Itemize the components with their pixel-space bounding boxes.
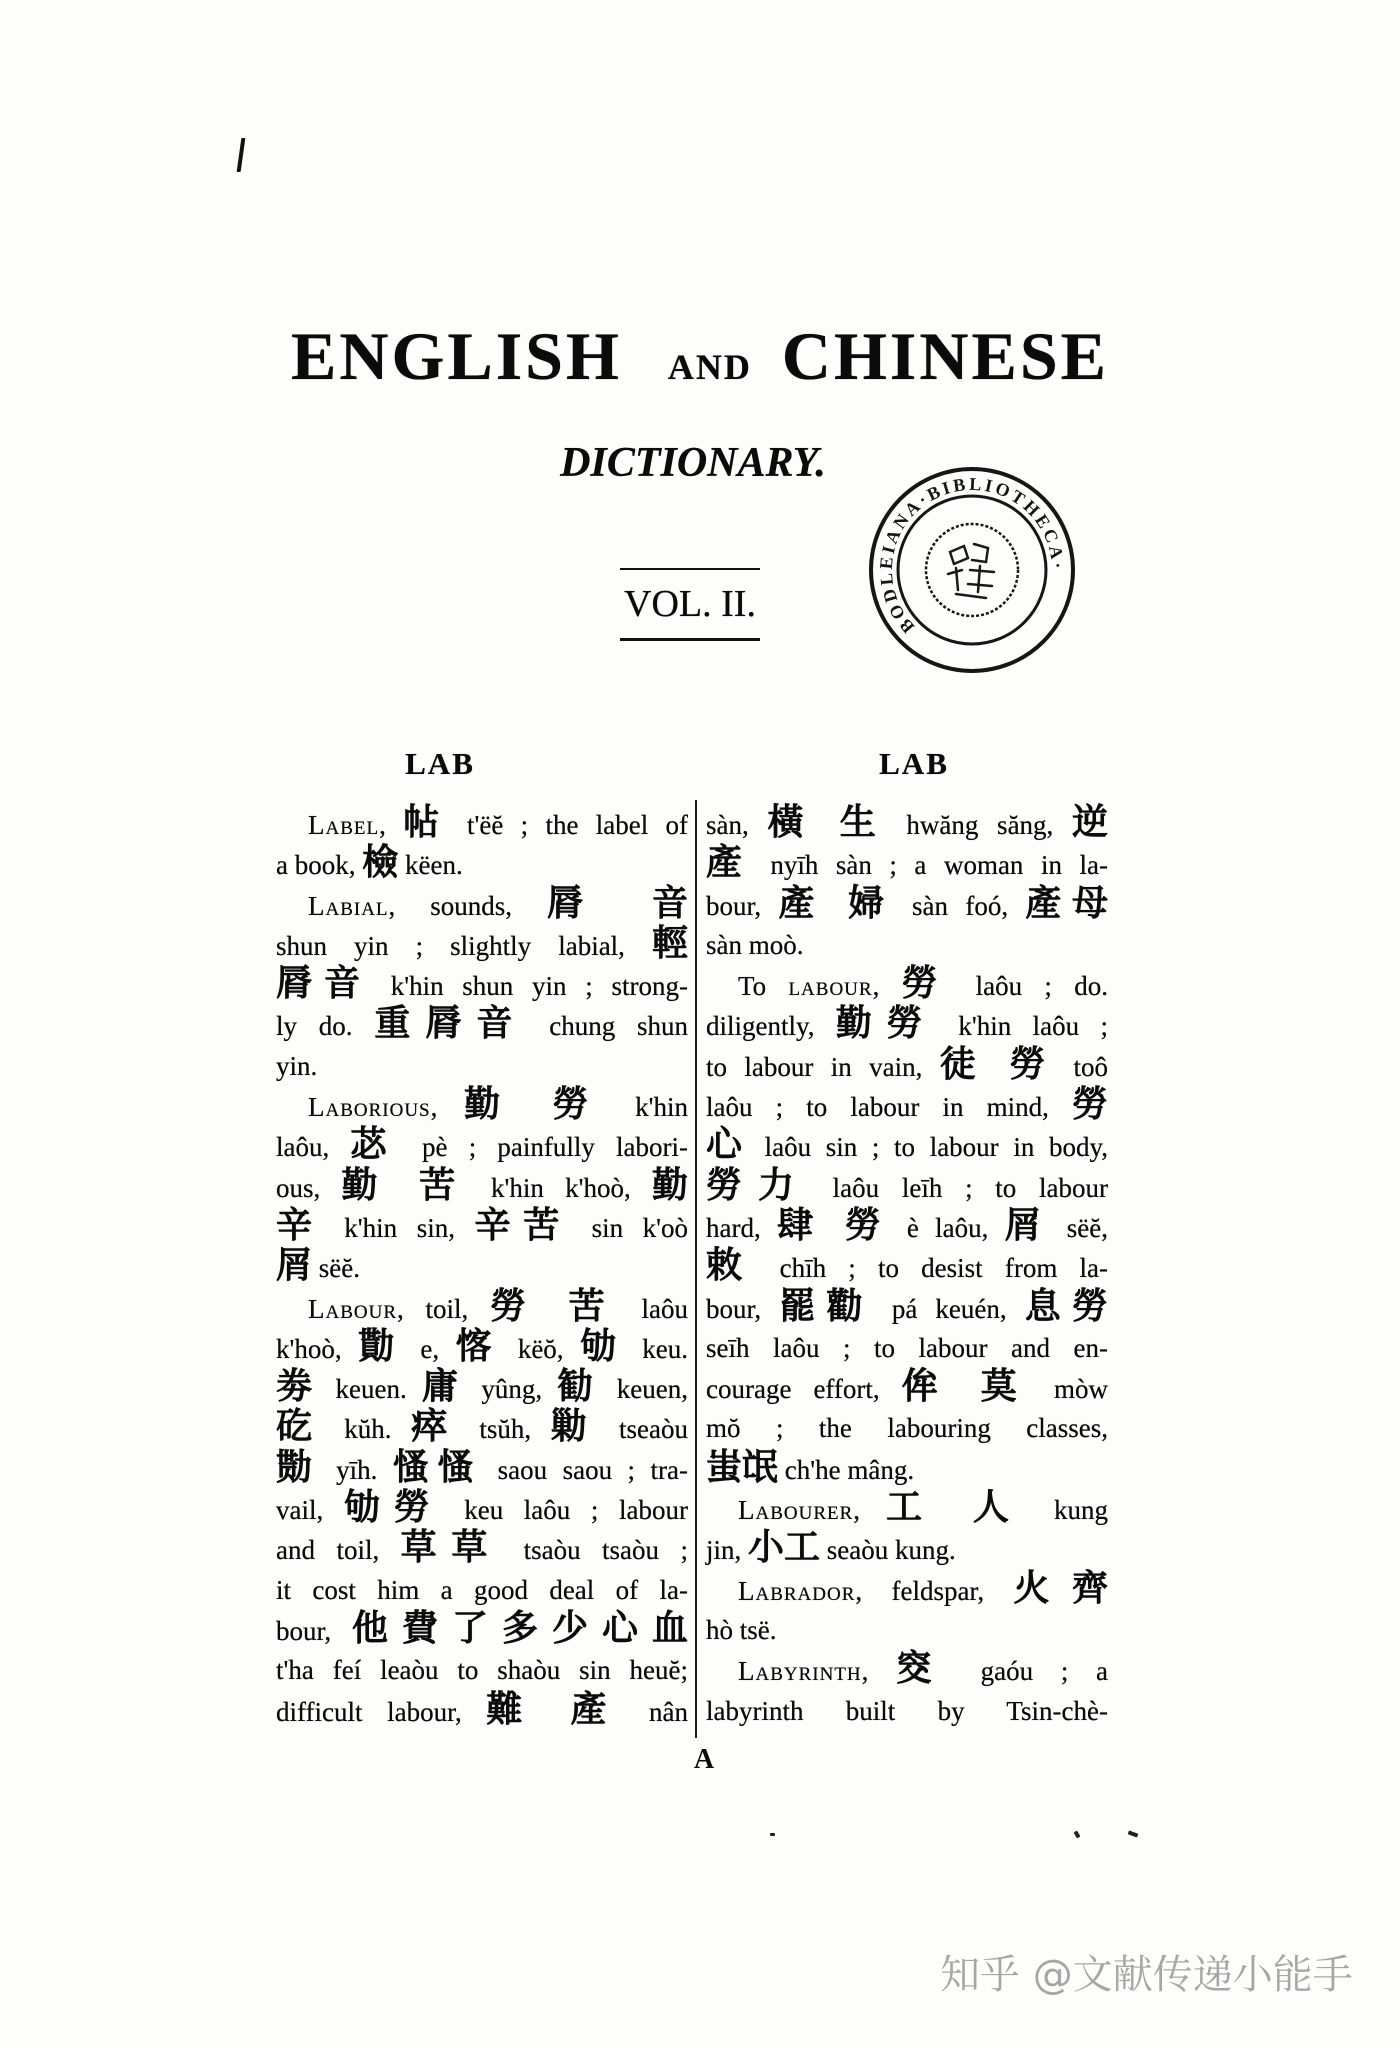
chinese-characters: 辛苦: [474, 1203, 573, 1246]
definition-text: chung shun: [527, 1011, 688, 1042]
chinese-characters: 橫 生: [767, 801, 888, 843]
text-line: [706, 962, 1109, 1005]
chinese-characters: 逆: [1071, 801, 1108, 843]
text-line: [276, 921, 688, 965]
right-column: [706, 801, 1109, 1731]
text-line: [276, 1324, 689, 1368]
text-line: [276, 1002, 688, 1045]
text-line: [706, 1123, 1108, 1166]
definition-text: keuen,: [601, 1374, 689, 1405]
text-line: [276, 881, 688, 925]
text-line: [706, 1566, 1108, 1610]
definition-text: yin.: [276, 1050, 318, 1081]
chinese-characters: 勞: [901, 962, 954, 1005]
definition-text: laôu ; to labour in mind,: [706, 1092, 1072, 1123]
text-line: [276, 1365, 689, 1408]
definition-text: nân: [624, 1696, 688, 1727]
definition-text: këŏ,: [501, 1333, 581, 1364]
text-line: [276, 1445, 688, 1489]
chinese-characters: 勤勞: [835, 1002, 938, 1045]
chinese-characters: 勞 苦: [490, 1284, 620, 1327]
text-line: [276, 1687, 688, 1731]
library-stamp: [868, 466, 1076, 674]
definition-text: k'hin sin,: [324, 1212, 475, 1243]
dictionary-entry: [276, 1083, 688, 1287]
column-header-right: LAB: [879, 746, 949, 781]
text-line: [706, 1244, 1108, 1287]
chinese-characters: 勦: [550, 1405, 600, 1448]
definition-text: keuen.: [320, 1374, 422, 1405]
watermark: 知乎 @文献传递小能手: [940, 1952, 1353, 1998]
definition-text: tseaòu: [599, 1414, 688, 1445]
text-line: [706, 1328, 1108, 1368]
definition-text: laôu sin ; to labour in body,: [749, 1132, 1108, 1163]
definition-text: shun yin ; slightly labial,: [276, 930, 652, 961]
definition-text: vail,: [276, 1495, 344, 1526]
text-line: [276, 1650, 688, 1690]
text-line: [706, 1691, 1108, 1731]
definition-text: keu laôu ; labour: [443, 1495, 688, 1526]
definition-text: seaòu kung.: [820, 1535, 956, 1566]
chinese-characters: 庸: [421, 1365, 467, 1408]
definition-text: , toil,: [397, 1293, 491, 1324]
left-column: [276, 801, 689, 1731]
definition-text: ,: [872, 971, 902, 1002]
definition-text: jin,: [706, 1535, 749, 1566]
headword: Labyrinth: [738, 1656, 862, 1687]
text-line: [276, 1284, 688, 1328]
chinese-characters: 勤 苦: [341, 1163, 470, 1206]
definition-text: e,: [403, 1333, 456, 1364]
definition-text: ch'he mâng.: [778, 1454, 915, 1485]
chinese-characters: 帖: [403, 801, 450, 843]
book-subtitle: DICTIONARY.: [560, 440, 826, 486]
definition-text: pá keuén,: [873, 1293, 1025, 1324]
chinese-characters: 產: [706, 841, 753, 884]
headword: Labial: [308, 890, 389, 921]
text-line: [706, 1083, 1108, 1126]
column-divider: [695, 800, 697, 1738]
text-line: [276, 801, 688, 844]
text-line: [276, 1570, 688, 1610]
chinese-characters: 產 婦: [778, 881, 895, 924]
chinese-characters: 瘁: [411, 1405, 460, 1448]
definition-text: a book,: [276, 850, 363, 881]
chinese-characters: 他費了多少心血: [351, 1606, 688, 1649]
chinese-characters: 難 產: [486, 1687, 625, 1730]
definition-text: sëĕ,: [1050, 1212, 1108, 1243]
text-line: [706, 1526, 1108, 1569]
chinese-characters: 屑: [276, 1244, 313, 1287]
chinese-characters: 重脣音: [374, 1002, 528, 1045]
definition-text: it cost him a good deal of la-: [276, 1574, 688, 1605]
chinese-characters: 愘: [455, 1324, 502, 1367]
definition-text: ,: [379, 810, 404, 840]
text-line: [706, 1203, 1108, 1247]
text-line: [276, 1083, 688, 1126]
ink-speck: [1128, 1830, 1139, 1837]
chinese-characters: 勤: [651, 1163, 688, 1206]
headword: Label: [308, 810, 380, 840]
definition-text: pè ; painfully labori-: [400, 1132, 688, 1163]
chinese-characters: 矻: [276, 1405, 325, 1448]
text-line: [276, 1486, 688, 1529]
chinese-characters: 輕: [651, 921, 688, 964]
definition-text: mòw: [1032, 1374, 1109, 1405]
definition-text: hò tsë.: [706, 1614, 777, 1645]
chinese-characters: 屑: [1004, 1203, 1051, 1246]
definition-text: nyīh sàn ; a woman in la-: [752, 850, 1108, 881]
definition-text: ,: [430, 1092, 465, 1123]
chinese-characters: 火齊: [1013, 1566, 1108, 1609]
title-english: ENGLISH: [291, 318, 622, 394]
dictionary-entry: [706, 1486, 1108, 1570]
definition-text: and toil,: [276, 1535, 401, 1566]
definition-text: hard,: [706, 1212, 778, 1243]
definition-text: chīh ; to desist from la-: [757, 1253, 1108, 1284]
chinese-characters: 勚: [276, 1445, 321, 1488]
chinese-characters: 劬: [580, 1324, 626, 1367]
definition-text: , feldspar,: [855, 1575, 1014, 1606]
chinese-characters: 肆 勞: [777, 1203, 891, 1246]
definition-text: sàn foó,: [894, 890, 1026, 921]
column-header-left: LAB: [405, 746, 475, 781]
chinese-characters: 脣音: [276, 962, 372, 1005]
definition-text: kŭh.: [324, 1414, 412, 1445]
chinese-characters: 產母: [1025, 881, 1108, 924]
text-line: [706, 801, 1108, 844]
text-line: [706, 1163, 1108, 1207]
definition-text: laôu,: [276, 1132, 351, 1163]
definition-text: ,: [861, 1656, 897, 1687]
definition-text: To: [738, 971, 789, 1002]
text-line: [276, 1203, 688, 1247]
chinese-characters: 工 人: [885, 1486, 1029, 1529]
text-line: [706, 1610, 1108, 1650]
definition-text: è laôu,: [890, 1212, 1005, 1243]
ink-speck: [1074, 1830, 1081, 1838]
definition-text: gaóu ; a: [953, 1656, 1108, 1687]
text-line: [706, 841, 1108, 884]
text-line: [276, 841, 688, 884]
text-line: [276, 1046, 688, 1086]
chinese-characters: 息勞: [1024, 1284, 1108, 1327]
definition-text: t'ha feí leaòu to shaòu sin heuĕ;: [276, 1655, 688, 1686]
text-line: [276, 962, 688, 1005]
chinese-characters: 心: [706, 1123, 750, 1166]
definition-text: saou saou ; tra-: [482, 1454, 688, 1485]
chinese-characters: 檢: [362, 841, 399, 884]
chinese-characters: 劵: [276, 1365, 321, 1408]
text-line: [276, 1163, 688, 1207]
definition-text: sàn moò.: [706, 929, 804, 960]
definition-text: t'ëĕ ; the label of: [449, 810, 688, 840]
text-line: [706, 1365, 1109, 1408]
definition-text: tsaòu tsaòu ;: [502, 1535, 688, 1566]
definition-text: sin k'oò: [572, 1212, 688, 1243]
dictionary-entry: [276, 801, 688, 885]
title-chinese: CHINESE: [781, 318, 1109, 394]
definition-text: k'hin: [608, 1092, 688, 1123]
chinese-characters: 劬勞: [343, 1486, 444, 1529]
text-line: [706, 1486, 1108, 1529]
definition-text: laôu: [619, 1293, 688, 1324]
definition-text: diligently,: [706, 1011, 836, 1042]
definition-text: , sounds,: [388, 890, 548, 921]
definition-text: kung: [1028, 1495, 1108, 1526]
definition-text: yûng,: [466, 1374, 558, 1405]
definition-text: k'hin laôu ;: [937, 1011, 1108, 1042]
definition-text: sàn,: [706, 810, 768, 840]
dictionary-entry: [276, 881, 688, 1086]
volume-label: VOL. II.: [620, 568, 760, 641]
text-line: [706, 881, 1108, 925]
definition-text: tsŭh,: [459, 1414, 551, 1445]
definition-text: keu.: [625, 1333, 689, 1364]
definition-text: ly do.: [276, 1011, 375, 1042]
stamp-emblem: [948, 544, 994, 598]
definition-text: hwăng săng,: [887, 810, 1072, 840]
chinese-characters: 勩: [358, 1324, 404, 1367]
text-line: [276, 1526, 688, 1569]
chinese-characters: 罷勸: [779, 1284, 874, 1327]
text-line: [276, 1244, 688, 1287]
dictionary-entry: [706, 1647, 1108, 1731]
dictionary-entry: [706, 962, 1109, 1489]
text-line: [706, 925, 1108, 965]
definition-text: laôu leīh ; to labour: [809, 1172, 1108, 1203]
text-line: [706, 1002, 1108, 1045]
chinese-characters: 脣 音: [547, 881, 688, 924]
definition-text: mŏ ; the labouring classes,: [706, 1413, 1108, 1444]
definition-text: ous,: [276, 1172, 342, 1203]
definition-text: bour,: [706, 890, 779, 921]
text-line: [276, 1405, 688, 1448]
headword: labour: [788, 971, 873, 1002]
headword: Laborious: [308, 1092, 431, 1123]
definition-text: courage effort,: [706, 1374, 902, 1405]
dictionary-entry: [706, 801, 1108, 965]
definition-text: bour,: [276, 1615, 352, 1646]
text-line: [706, 1284, 1108, 1328]
chinese-characters: 草草: [400, 1526, 503, 1569]
text-line: [276, 1606, 688, 1650]
chinese-characters: 蚩氓: [706, 1445, 779, 1488]
book-title: [0, 316, 1400, 407]
dictionary-entry: [706, 1566, 1108, 1651]
definition-text: sëĕ.: [312, 1253, 360, 1284]
ink-mark: [237, 138, 246, 172]
chinese-characters: 苾: [350, 1123, 401, 1166]
headword: Labourer: [738, 1495, 854, 1526]
text-line: [706, 1647, 1108, 1690]
signature-mark: A: [693, 1744, 715, 1775]
definition-text: laôu ; do.: [953, 971, 1109, 1002]
definition-text: ,: [853, 1495, 886, 1526]
definition-text: difficult labour,: [276, 1696, 487, 1727]
definition-text: k'hin k'hoò,: [469, 1172, 652, 1203]
definition-text: seīh laôu ; to labour and en-: [706, 1332, 1108, 1363]
chinese-characters: 勞力: [706, 1163, 810, 1206]
definition-text: toô: [1056, 1051, 1108, 1082]
chinese-characters: 辛: [276, 1203, 325, 1246]
definition-text: k'hin shun yin ; strong-: [371, 971, 688, 1002]
headword: Labrador: [738, 1575, 856, 1606]
text-line: [276, 1123, 688, 1166]
definition-text: bour,: [706, 1293, 780, 1324]
text-line: [706, 1408, 1108, 1448]
chinese-characters: 侔 莫: [901, 1365, 1032, 1408]
dictionary-entry: [276, 1284, 689, 1731]
definition-text: k'hoò,: [276, 1333, 359, 1364]
chinese-characters: 勞: [1071, 1083, 1108, 1126]
chinese-characters: 勧: [557, 1365, 602, 1408]
chinese-characters: 徒 勞: [939, 1042, 1057, 1085]
title-and: AND: [667, 347, 752, 387]
ink-speck: [770, 1833, 775, 1836]
definition-text: labyrinth built by Tsin-chè-: [706, 1695, 1108, 1726]
headword: Labour: [308, 1293, 398, 1324]
text-line: [706, 1042, 1108, 1086]
chinese-characters: 小工: [748, 1526, 821, 1569]
chinese-characters: 敕: [706, 1244, 758, 1287]
chinese-characters: 勤 勞: [464, 1083, 609, 1126]
text-line: [706, 1445, 1108, 1489]
stamp-lettering: BODLEIANA·BIBLIOTHECA·: [875, 473, 1069, 638]
definition-text: yīh.: [320, 1454, 393, 1485]
definition-text: to labour in vain,: [706, 1051, 940, 1082]
chinese-characters: 窔: [896, 1647, 953, 1690]
definition-text: këen.: [398, 850, 463, 881]
chinese-characters: 慅慅: [392, 1445, 483, 1488]
